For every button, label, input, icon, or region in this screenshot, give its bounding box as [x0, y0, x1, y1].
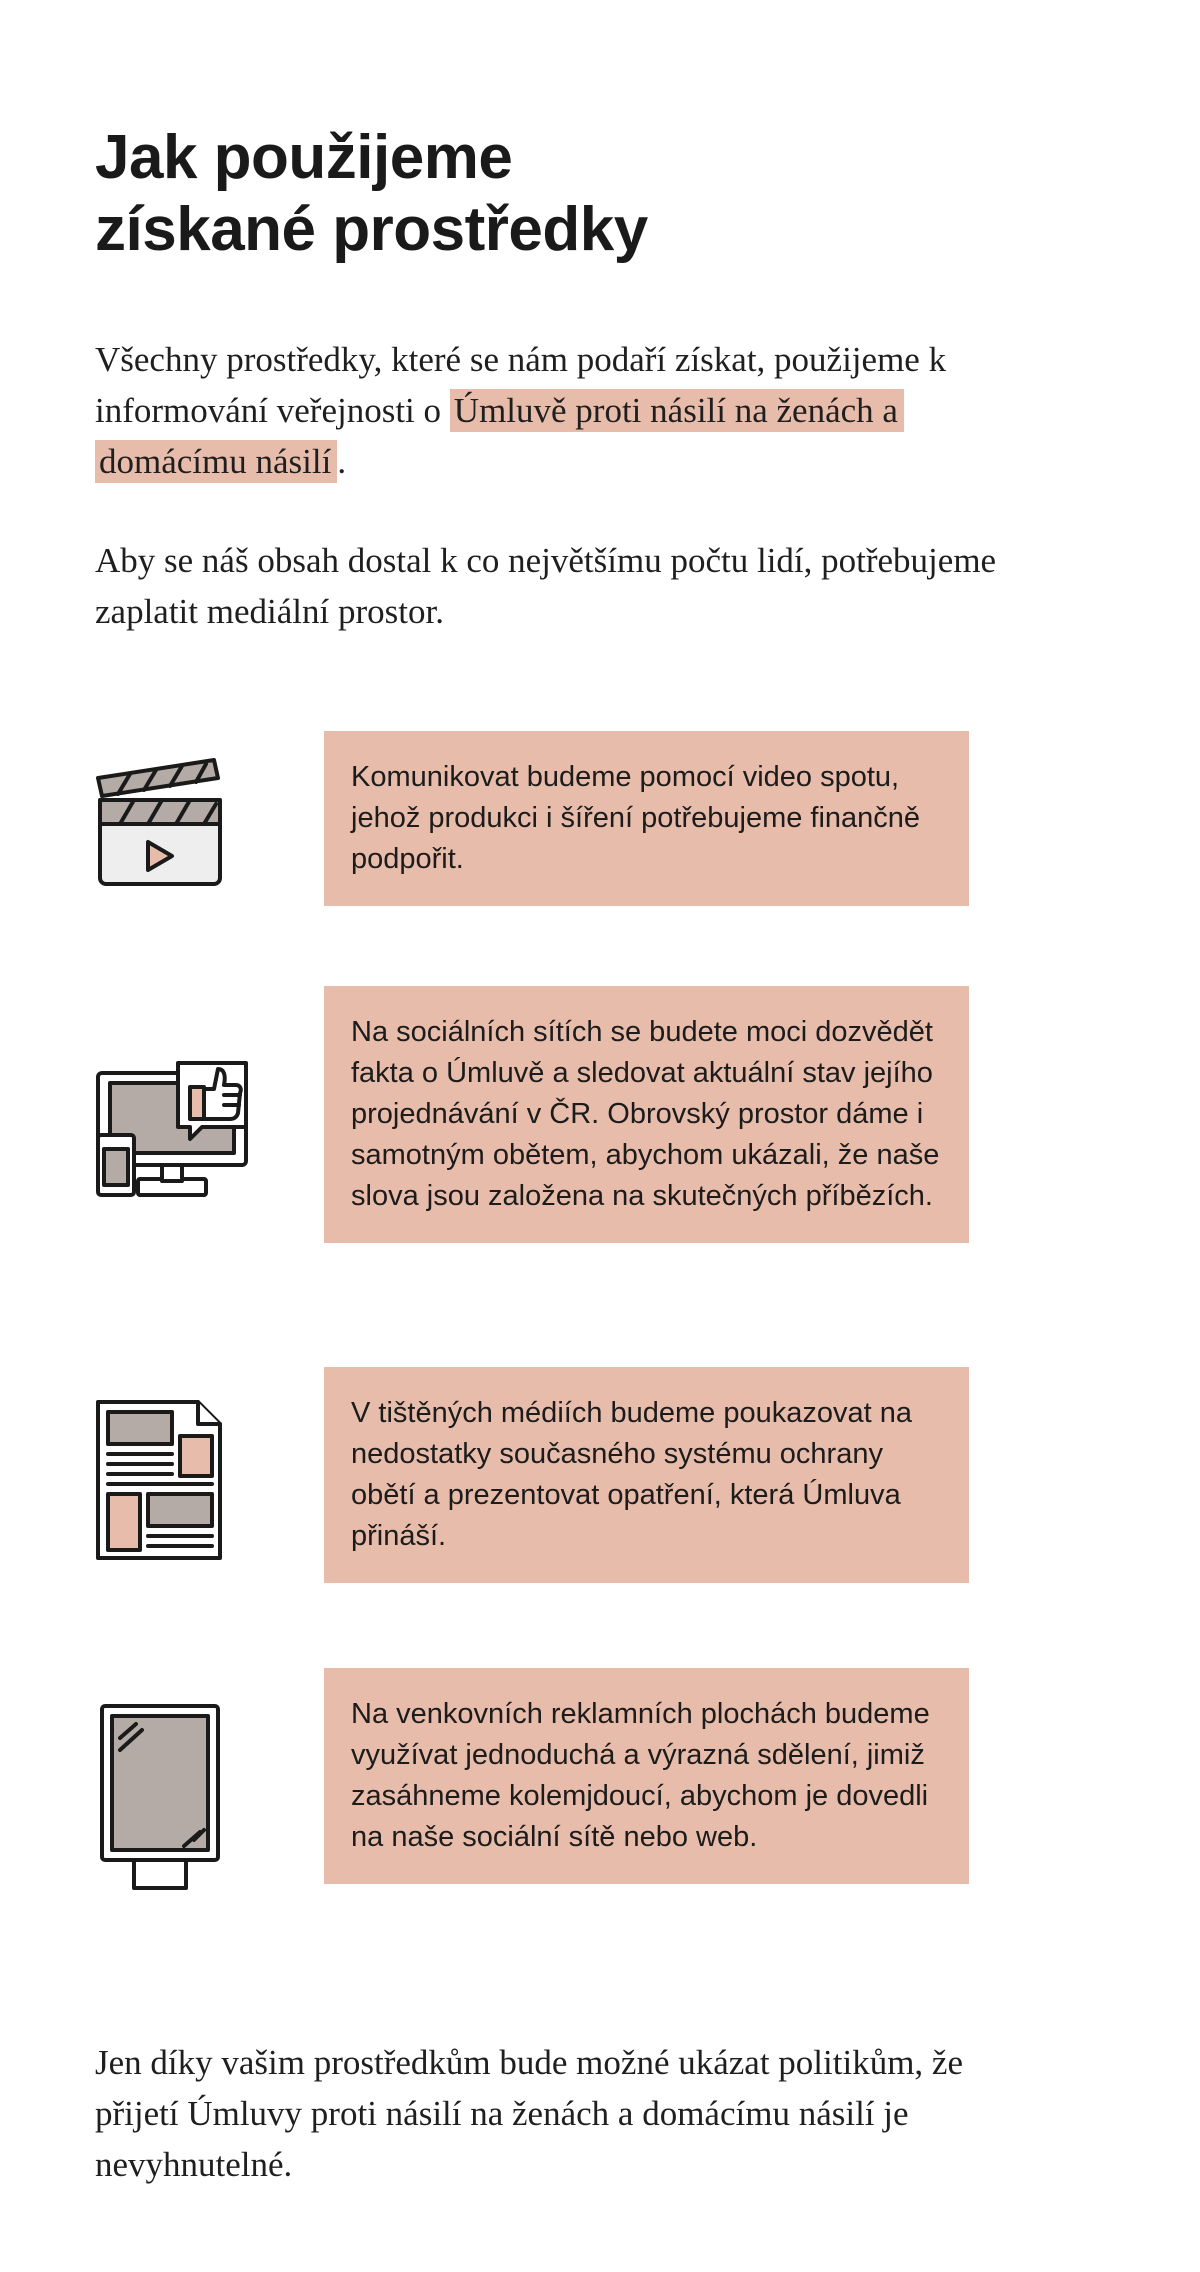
clapperboard-icon [90, 752, 230, 892]
intro-paragraph [95, 334, 1035, 487]
intro-text: Všechny prostředky, které se nám podaří získat, použijeme k informování veřejnosti o [95, 340, 947, 430]
billboard-icon [90, 1698, 230, 1898]
print-media-text: V tištěných médiích budeme poukazovat na nedostatky současného systému ochrany obětí a prezentovat opatření, která Úmluva přináší. [351, 1397, 912, 1552]
billboard-card [324, 1668, 969, 1884]
newspaper-icon [90, 1394, 230, 1564]
closing-paragraph: Jen díky vašim prostředkům bude možné ukázat politikům, že přijetí Úmluvy proti násilí na ženách a domácímu násilí je nevyhnutelné. [95, 2043, 963, 2184]
billboard-text: Na venkovních reklamních plochách budeme využívat jednoduchá a výrazná sdělení, jimiž zasáhneme kolemjdoucí, abychom je dovedli na naše sociální sítě nebo web. [351, 1698, 930, 1853]
media-space-paragraph: Aby se náš obsah dostal k co největšímu počtu lidí, potřebujeme zaplatit mediální prostor. [95, 541, 997, 631]
page-title-line-1: Jak použijeme [95, 123, 513, 192]
social-media-card [324, 986, 969, 1243]
video-spot-card [324, 731, 969, 906]
page-title-line-2: získané prostředky [95, 195, 648, 264]
print-media-card [324, 1367, 969, 1583]
social-media-monitor-icon [90, 1055, 260, 1215]
intro-text-end: . [337, 442, 347, 481]
social-media-text: Na sociálních sítích se budete moci dozvědět fakta o Úmluvě a sledovat aktuální stav jejího projednávání v ČR. Obrovský prostor dáme i samotným obětem, abychom ukázali, že naše slova jsou založena na skutečných příbězích. [351, 1016, 940, 1212]
page-title [95, 122, 995, 266]
video-spot-text: Komunikovat budeme pomocí video spotu, jehož produkci i šíření potřebujeme finančně podpořit. [351, 761, 921, 875]
intro-highlight: Úmluvě proti násilí na ženách a domácímu násilí [95, 389, 904, 483]
